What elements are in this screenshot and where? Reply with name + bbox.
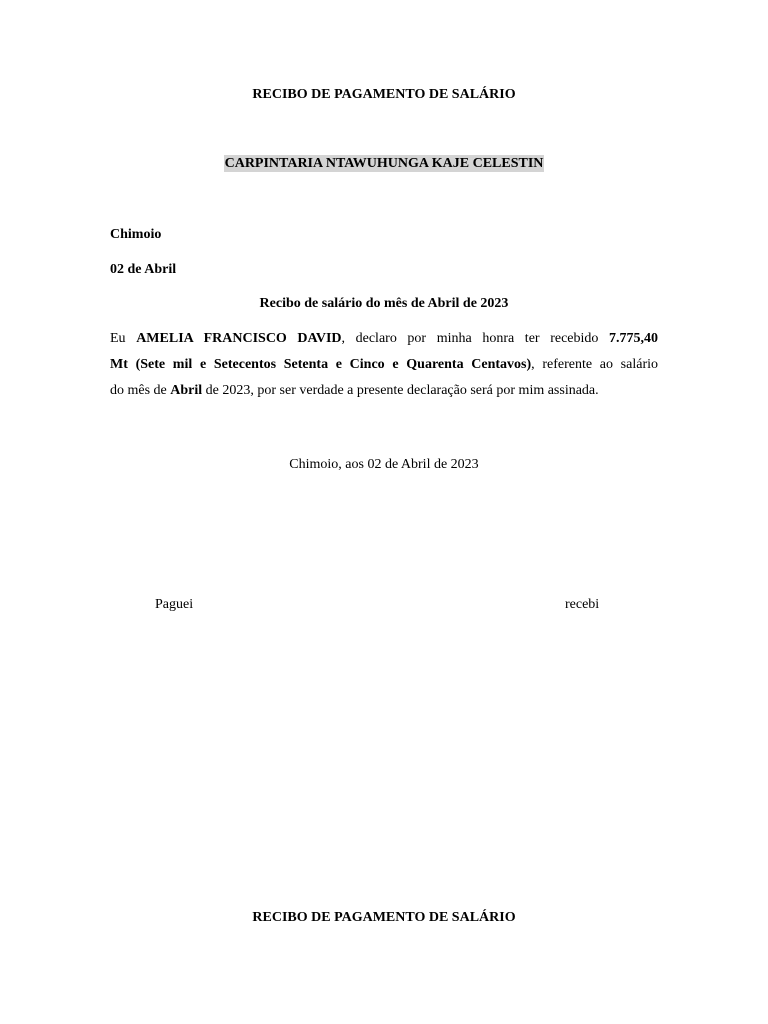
employee-name: AMELIA FRANCISCO DAVID <box>136 331 342 346</box>
declaration-text-4: de 2023, por ser verdade a presente declaração será por mim assinada. <box>205 383 599 398</box>
amount-in-words: Mt (Sete mil e Setecentos Setenta e Cinco e Quarenta Centavos) <box>110 357 532 372</box>
receipt-title: RECIBO DE PAGAMENTO DE SALÁRIO <box>252 87 516 102</box>
amount-value: 7.775,40 <box>609 331 659 346</box>
place-and-date: Chimoio, aos 02 de Abril de 2023 <box>289 457 479 472</box>
declaration-text-2: , referente ao salário <box>531 357 659 372</box>
declaration-text-3: do mês de <box>110 383 167 398</box>
declaration-paragraph <box>110 326 658 404</box>
signature-receiver-label: recebi <box>565 597 600 612</box>
declaration-line-2 <box>110 352 658 378</box>
declaration-text-1: , declaro por minha honra ter recebido <box>341 331 599 346</box>
company-name-wrapper <box>0 155 768 173</box>
second-receipt-title: RECIBO DE PAGAMENTO DE SALÁRIO <box>252 910 516 925</box>
declaration-intro: Eu <box>110 331 126 346</box>
signature-payer-label: Paguei <box>155 597 194 612</box>
declaration-line-3 <box>110 378 658 404</box>
city-label: Chimoio <box>110 227 162 242</box>
receipt-subtitle: Recibo de salário do mês de Abril de 2023 <box>259 296 509 311</box>
declaration-line-1 <box>110 326 658 352</box>
company-name: CARPINTARIA NTAWUHUNGA KAJE CELESTIN <box>224 156 544 171</box>
salary-month: Abril <box>170 383 203 398</box>
date-label: 02 de Abril <box>110 262 177 277</box>
